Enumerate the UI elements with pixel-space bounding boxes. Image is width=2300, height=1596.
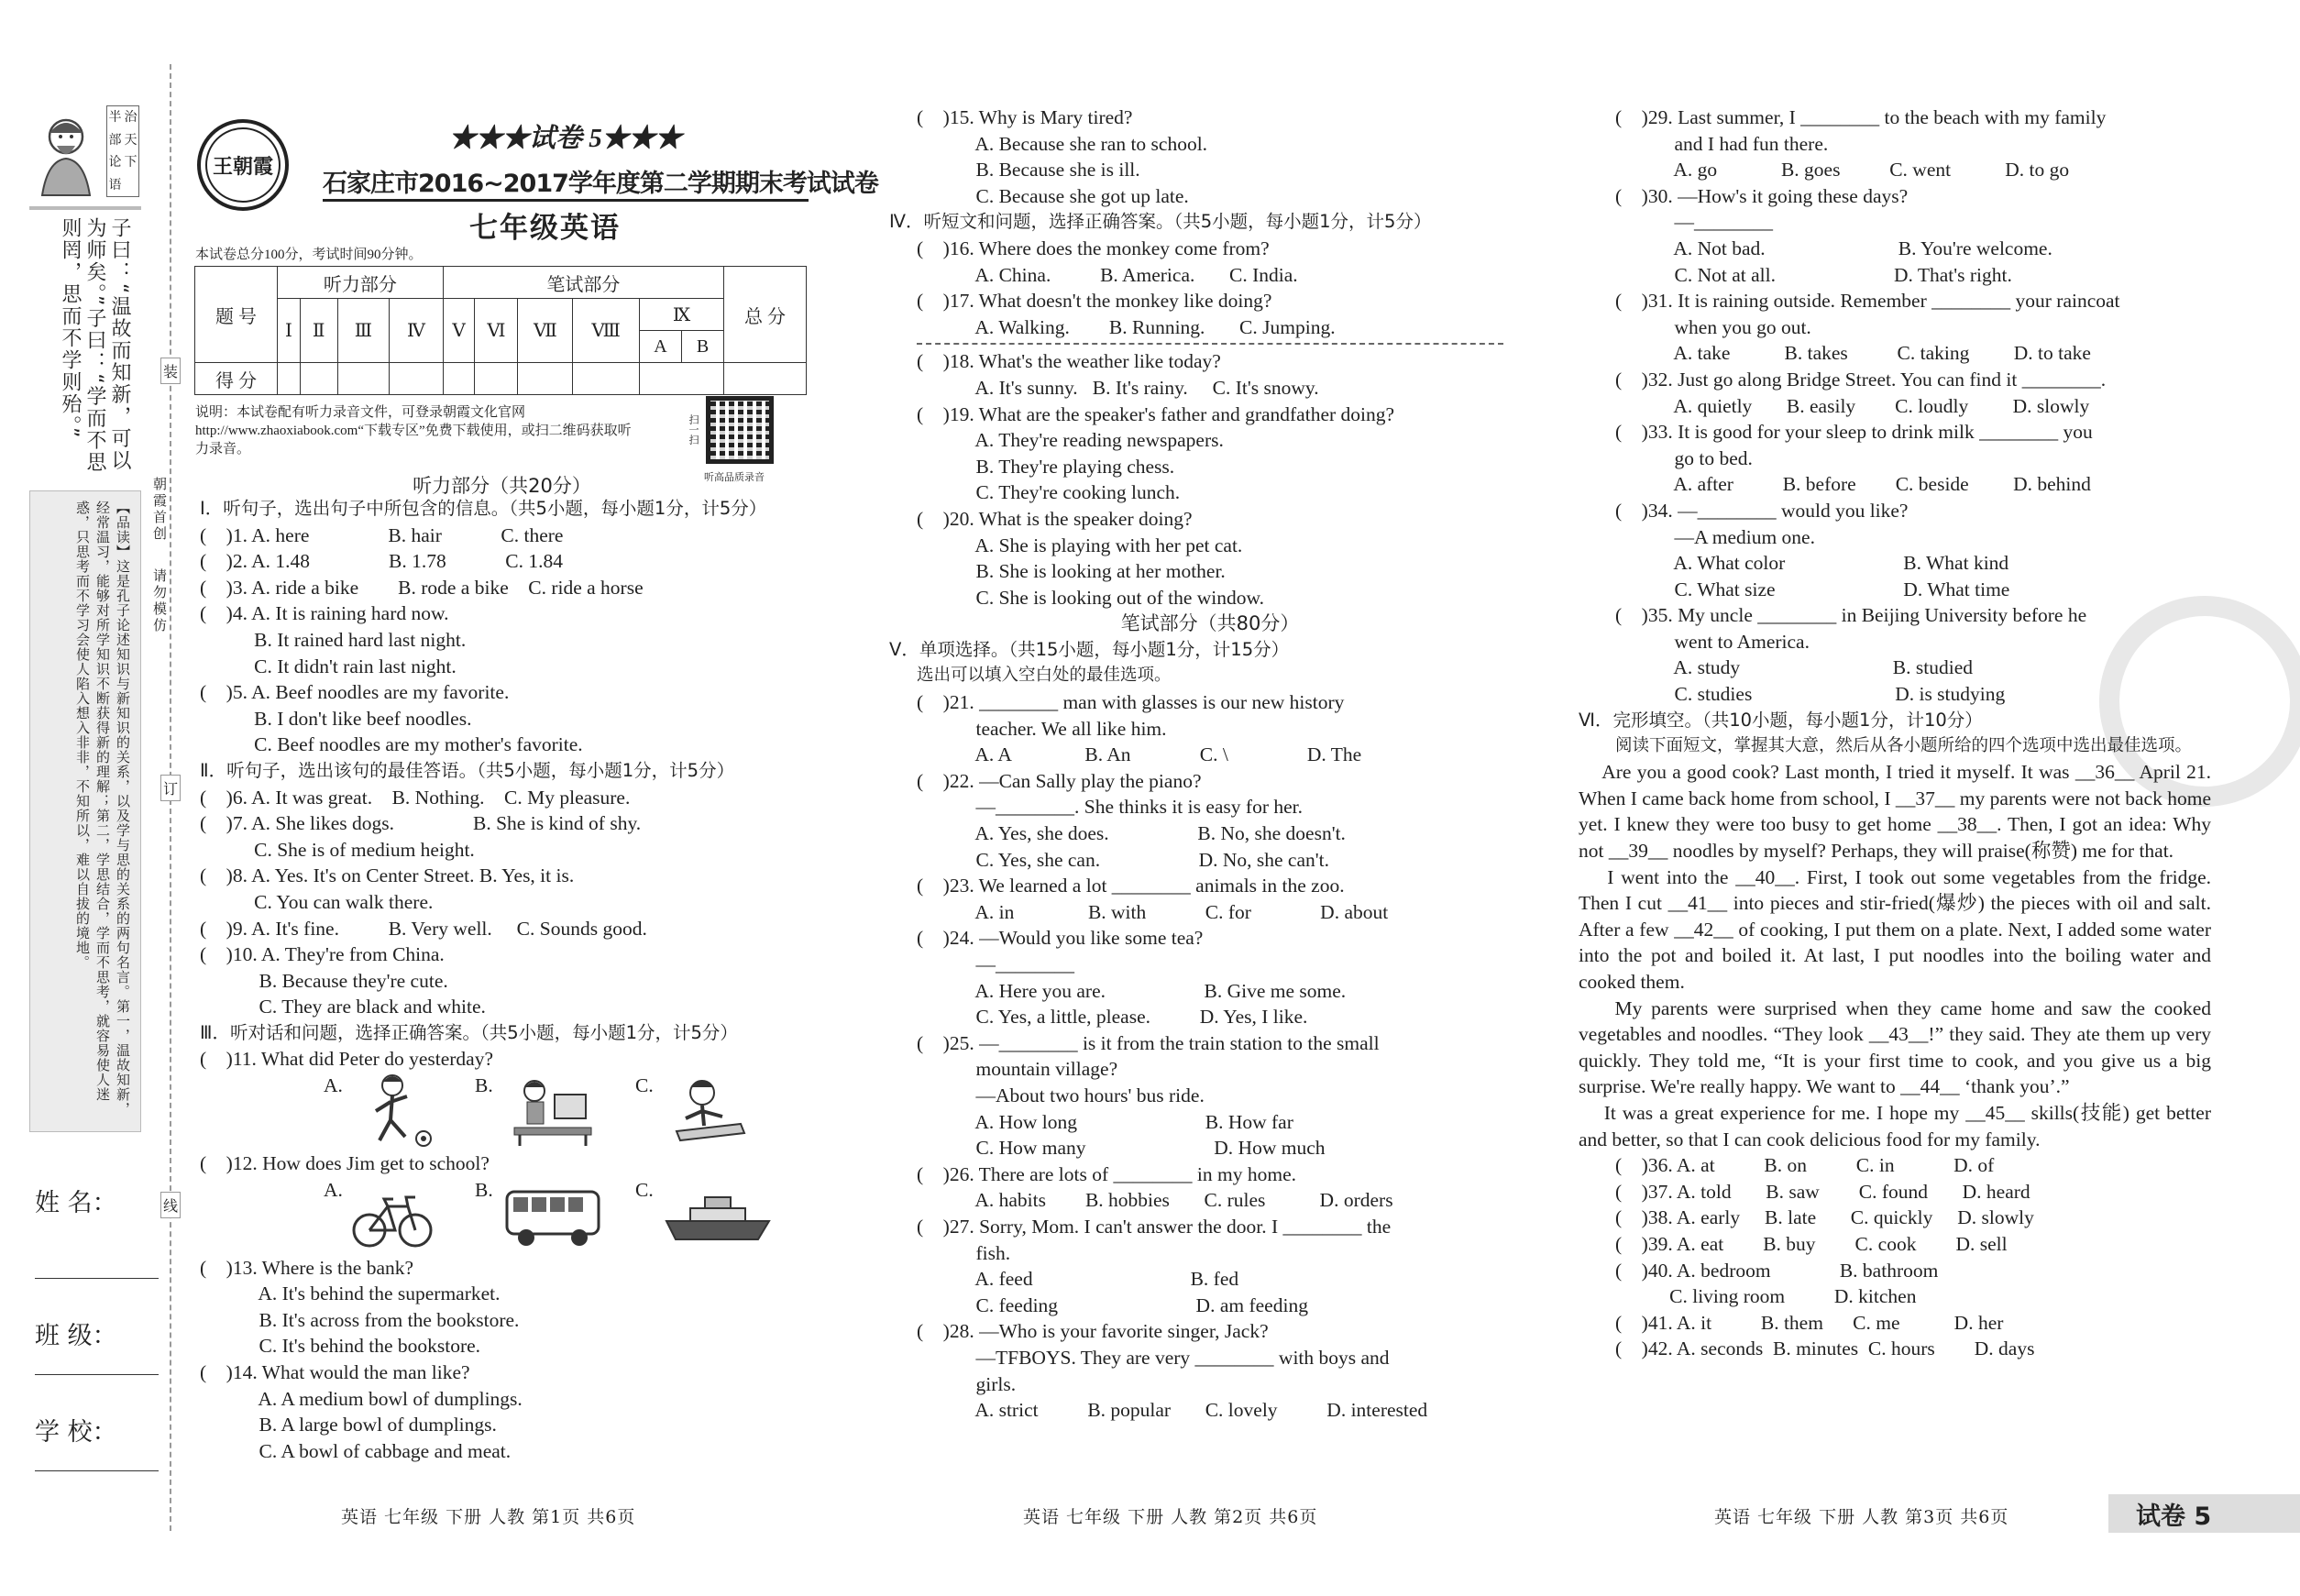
name-label: 姓 名： — [35, 1189, 117, 1217]
question-line: C. They're cooking lunch. — [917, 481, 1181, 504]
answer-line: ( )41. A. it B. them C. me D. her — [1615, 1311, 2004, 1334]
question-line: C. A bowl of cabbage and meat. — [200, 1439, 512, 1462]
question-line: C. It didn't rain last night. — [200, 655, 457, 677]
question-line: ( )5. A. Beef noodles are my favorite. — [200, 681, 510, 704]
confucius-quote: 子曰：“温故而知新，可以为师矣。”子曰：“学而不思则罔，思而不学则殆。” — [29, 206, 141, 481]
question-line: A. Because she ran to school. — [917, 132, 1208, 155]
question-line: ( )1. A. here B. hair C. there — [200, 523, 564, 546]
question-line: C. How many D. How much — [917, 1137, 1326, 1160]
q11-pictures — [200, 1073, 814, 1150]
question-line: ( )29. Last summer, I ________ to the beach with my family — [1615, 106, 2107, 128]
col-header: Ⅷ — [573, 299, 640, 363]
banner-char: 天 — [124, 132, 138, 148]
question-line: ( )6. A. It was great. B. Nothing. C. My pleasure. — [200, 786, 631, 809]
score-cell[interactable] — [300, 363, 337, 395]
question-line: A. after B. before C. beside D. behind — [1615, 473, 2091, 496]
col-header: Ⅴ — [443, 299, 475, 363]
question-line: B. Because they're cute. — [200, 969, 448, 992]
question-line: ( )28. —Who is your favorite singer, Jack? — [917, 1320, 1269, 1343]
question-line: girls. — [917, 1372, 1017, 1395]
question-line: A. A B. An C. \ D. The — [917, 743, 1362, 766]
question-line: ( )32. Just go along Bridge Street. You can find it ________. — [1615, 368, 2107, 391]
exam-title: 石家庄市2016~2017学年度第二学期期末考试试卷 — [323, 163, 809, 202]
score-cell[interactable] — [724, 363, 807, 395]
question-line: B. I don't like beef noodles. — [200, 707, 472, 730]
question-line: ( )16. Where does the monkey come from? — [917, 237, 1270, 259]
question-line: C. She is looking out of the window. — [917, 586, 1265, 609]
question-line: A. quietly B. easily C. loudly D. slowly — [1615, 394, 2090, 417]
question-line: ( )19. What are the speaker's father and grandfather doing? — [917, 402, 1395, 425]
writing-group: 笔试部分 — [443, 267, 723, 299]
exam-info: 本试卷总分100分，考试时间90分钟。 — [195, 248, 423, 262]
score-cell[interactable] — [475, 363, 518, 395]
question-line: —TFBOYS. They are very ________ with boys and — [917, 1346, 1390, 1369]
question-line: ( )22. —Can Sally play the piano? — [917, 769, 1202, 792]
listening-group: 听力部分 — [278, 267, 444, 299]
score-table-header: 题 号 — [195, 267, 278, 363]
question-line: B. She is looking at her mother. — [917, 560, 1226, 583]
question-line: A. Here you are. B. Give me some. — [917, 979, 1347, 1002]
subject-title: 七年级英语 — [469, 212, 621, 245]
cloze-paragraph: It was a great experience for me. I hope my __45__ skills(技能) get better and better, so that I can cook delicious food for my family. — [1579, 1101, 2217, 1150]
col-header: Ⅱ — [300, 299, 337, 363]
question-line: —________ — [1615, 211, 1773, 234]
school-label: 学 校： — [35, 1418, 117, 1447]
question-line: C. Because she got up late. — [917, 184, 1189, 207]
cut-mark: 订 — [160, 775, 181, 801]
page-footer-2: 英语 七年级 下册 人教 第2页 共6页 — [1023, 1507, 1318, 1527]
section-3-title: Ⅲ．听对话和问题，选择正确答案。（共5小题，每小题1分，计5分） — [200, 1021, 738, 1043]
section-6-subtitle: 阅读下面短文，掌握其大意，然后从各小题所给的四个选项中选出最佳选项。 — [1615, 736, 2193, 756]
col-header: Ⅶ — [518, 299, 573, 363]
column-1 — [200, 496, 814, 1464]
cloze-paragraph: Are you a good cook? Last month, I tried it myself. It was __36__ April 21. When I came back home from school, I __37__ my parents were not back home yet. I knew they were too busy to get home __38__. Then, I got an idea: Why not __39__ noodles by myself? Perhaps, they will praise(称赞) me for that. — [1579, 761, 2217, 863]
banner-char: 治 — [124, 110, 138, 125]
writing-title: 笔试部分（共80分） — [1120, 612, 1300, 635]
logo — [197, 119, 289, 211]
question-line: ( )23. We learned a lot ________ animals in the zoo. — [917, 875, 1345, 897]
col-header: Ⅳ — [390, 299, 444, 363]
question-line: A. Walking. B. Running. C. Jumping. — [917, 315, 1336, 338]
option-label: B. — [475, 1178, 493, 1201]
banner-char: 语 — [108, 177, 122, 193]
option-label: B. — [475, 1074, 493, 1097]
ship-icon — [663, 1194, 773, 1244]
banner-char: 论 — [108, 155, 122, 170]
boy-playing-football-icon — [356, 1073, 438, 1148]
question-line: ( )24. —Would you like some tea? — [917, 927, 1204, 950]
q12-pictures — [200, 1177, 814, 1255]
question-line: A. China. B. America. C. India. — [917, 263, 1298, 286]
question-line: ( )21. ________ man with glasses is our new history — [917, 691, 1345, 714]
question-line: —A medium one. — [1615, 525, 1815, 548]
answer-line: ( )40. A. bedroom B. bathroom — [1615, 1259, 1939, 1282]
score-row-label: 得 分 — [195, 363, 278, 395]
boy-using-computer-icon — [507, 1073, 594, 1148]
cloze-paragraph: I went into the __40__. First, I took out some vegetables from the fridge. Then I cut __41__ into pieces and stir-fried(爆炒) the pieces with oil and salt. After a few __42__ of cooking, I put them on a plate. Next, I added some water into the pot and boiled it. At last, I put noodles into the boiling water and cooked them. — [1579, 865, 2217, 993]
question-line: C. You can walk there. — [200, 890, 434, 913]
question-line: ( )3. A. ride a bike B. rode a bike C. ride a horse — [200, 576, 644, 599]
dashed-separator — [917, 343, 1503, 345]
score-cell[interactable] — [390, 363, 444, 395]
listening-title: 听力部分（共20分） — [413, 475, 591, 497]
question-line: teacher. We all like him. — [917, 717, 1167, 740]
section-2-title: Ⅱ．听句子，选出该句的最佳答语。（共5小题，每小题1分，计5分） — [200, 759, 735, 781]
question-line: C. It's behind the bookstore. — [200, 1335, 481, 1358]
option-label: A. — [324, 1178, 343, 1201]
confucius-illustration-icon — [29, 105, 105, 197]
question-line: and I had fun there. — [1615, 132, 1829, 155]
question-line: ( )31. It is raining outside. Remember ________ your raincoat — [1615, 290, 2120, 313]
option-label: A. — [324, 1074, 343, 1097]
question-line: A. study B. studied — [1615, 656, 1974, 679]
question-line: C. studies D. is studying — [1615, 683, 2006, 706]
total-header: 总 分 — [724, 267, 807, 363]
score-cell[interactable] — [443, 363, 475, 395]
qr-caption: 听高品质录音 — [704, 472, 765, 483]
question-line: A. Not bad. B. You're welcome. — [1615, 237, 2052, 259]
score-cell[interactable] — [278, 363, 301, 395]
banner-char: 下 — [124, 155, 138, 170]
banner-char: 部 — [108, 132, 122, 148]
question-line: ( )12. How does Jim get to school? — [200, 1152, 490, 1175]
question-line: ( )8. A. Yes. It's on Center Street. B. Yes, it is. — [200, 864, 575, 887]
section-5-title: Ⅴ．单项选择。（共15小题，每小题1分，计15分） — [889, 638, 1290, 660]
question-line: C. feeding D. am feeding — [917, 1293, 1308, 1316]
score-cell[interactable] — [573, 363, 640, 395]
student-info-fields — [35, 1183, 159, 1471]
score-cell[interactable] — [337, 363, 390, 395]
cut-mark: 线 — [160, 1192, 181, 1218]
question-line: ( )14. What would the man like? — [200, 1361, 470, 1384]
col-header: Ⅵ — [475, 299, 518, 363]
question-line: ( )18. What's the weather like today? — [917, 350, 1221, 373]
logo-text: 王朝霞 — [205, 127, 281, 203]
question-line: C. Yes, she can. D. No, she can't. — [917, 848, 1329, 871]
answer-line: ( )36. A. at B. on C. in D. of — [1615, 1154, 1995, 1177]
page-footer-1: 英语 七年级 下册 人教 第1页 共6页 — [341, 1507, 636, 1527]
section-6-title: Ⅵ．完形填空。（共10小题，每小题1分，计10分） — [1579, 709, 1983, 731]
answer-line: ( )37. A. told B. saw C. found D. heard — [1615, 1180, 2030, 1203]
col9-label: Ⅸ — [640, 300, 723, 331]
question-line: A. Yes, she does. B. No, she doesn't. — [917, 822, 1346, 845]
bicycle-icon — [351, 1186, 434, 1250]
col9-header — [640, 299, 724, 363]
question-line: —________. She thinks it is easy for her. — [917, 796, 1304, 819]
question-line: C. Yes, a little, please. D. Yes, I like. — [917, 1006, 1308, 1029]
col9-sub: A — [640, 331, 682, 362]
question-line: ( )35. My uncle ________ in Beijing University before he — [1615, 604, 2087, 627]
name-field[interactable] — [35, 1183, 159, 1279]
sidebar — [29, 105, 141, 1132]
question-line: C. Not at all. D. That's right. — [1615, 263, 2012, 286]
answer-line: C. living room D. kitchen — [1615, 1285, 1917, 1308]
question-line: A. take B. takes C. taking D. to take — [1615, 342, 2091, 365]
question-line: ( )30. —How's it going these days? — [1615, 184, 1909, 207]
col9-sub: B — [696, 336, 710, 357]
question-line: B. It's across from the bookstore. — [200, 1308, 520, 1331]
scan-label: 扫一扫 — [688, 414, 699, 445]
question-line: ( )33. It is good for your sleep to drink milk ________ you — [1615, 421, 2093, 444]
question-line: C. What size D. What time — [1615, 578, 2010, 600]
question-line: ( )9. A. It's fine. B. Very well. C. Sounds good. — [200, 917, 647, 940]
question-line: B. They're playing chess. — [917, 455, 1175, 478]
question-line: ( )13. Where is the bank? — [200, 1256, 414, 1279]
question-line: A. A medium bowl of dumplings. — [200, 1387, 523, 1410]
question-line: ( )34. —________ would you like? — [1615, 499, 1909, 522]
question-line: A. What color B. What kind — [1615, 552, 2009, 575]
answer-line: ( )38. A. early B. late C. quickly D. slowly — [1615, 1206, 2034, 1229]
question-line: ( )26. There are lots of ________ in my home. — [917, 1162, 1296, 1185]
boy-doing-homework-icon — [667, 1073, 750, 1148]
score-cell[interactable] — [640, 363, 724, 395]
option-label: C. — [635, 1074, 654, 1097]
question-line: when you go out. — [1615, 315, 1811, 338]
column-3 — [1579, 105, 2217, 1362]
question-line: ( )7. A. She likes dogs. B. She is kind of shy. — [200, 812, 642, 835]
class-label: 班 级： — [35, 1322, 117, 1350]
question-line: C. She is of medium height. — [200, 838, 475, 861]
section-1-title: Ⅰ．听句子，选出句子中所包含的信息。（共5小题，每小题1分，计5分） — [200, 498, 767, 519]
cloze-paragraph: My parents were surprised when they came home and saw the cooked vegetables and noodles. “They look __43__!” they said. They ate them up very quickly. They told me, “It is your first time to cook, and you give us a big surprise. We're really happy. We want to __44__ ‘thank you’.” — [1579, 996, 2217, 1098]
question-line: ( )17. What doesn't the monkey like doing? — [917, 290, 1272, 313]
class-field[interactable] — [35, 1279, 159, 1375]
option-label: C. — [635, 1178, 654, 1201]
question-line: —________ — [917, 953, 1074, 975]
question-line: go to bed. — [1615, 446, 1753, 469]
question-line: B. A large bowl of dumplings. — [200, 1414, 497, 1436]
confucius-banner — [29, 105, 141, 197]
cut-mark: 装 — [160, 358, 181, 384]
answer-line: ( )42. A. seconds B. minutes C. hours D. days — [1615, 1337, 2035, 1360]
question-line: A. They're reading newspapers. — [917, 429, 1224, 452]
col-header: Ⅰ — [278, 299, 301, 363]
column-2 — [889, 105, 1503, 1424]
banner-char: 半 — [108, 110, 122, 125]
question-line: ( )4. A. It is raining hard now. — [200, 602, 449, 625]
copyright-note: 朝霞首创 — [151, 477, 168, 543]
question-line: B. It rained hard last night. — [200, 628, 467, 651]
school-field[interactable] — [35, 1375, 159, 1471]
question-line: A. How long B. How far — [917, 1110, 1293, 1133]
question-line: A. It's behind the supermarket. — [200, 1282, 501, 1305]
question-line: C. Beef noodles are my mother's favorite. — [200, 733, 583, 756]
bus-icon — [502, 1184, 603, 1249]
question-line: —About two hours' bus ride. — [917, 1084, 1205, 1106]
question-line: C. They are black and white. — [200, 996, 486, 1018]
question-line: A. habits B. hobbies C. rules D. orders — [917, 1189, 1393, 1212]
question-line: ( )25. —________ is it from the train station to the small — [917, 1031, 1380, 1054]
question-line: fish. — [917, 1241, 1011, 1264]
qr-code[interactable] — [706, 396, 774, 464]
question-line: A. strict B. popular C. lovely D. interested — [917, 1399, 1428, 1422]
score-cell[interactable] — [518, 363, 573, 395]
question-line: ( )2. A. 1.48 B. 1.78 C. 1.84 — [200, 550, 563, 573]
col-header: Ⅲ — [337, 299, 390, 363]
section-5-subtitle: 选出可以填入空白处的最佳选项。 — [917, 666, 1172, 686]
question-line: A. in B. with C. for D. about — [917, 900, 1389, 923]
question-line: A. It's sunny. B. It's rainy. C. It's snowy. — [917, 376, 1319, 399]
section-4-title: Ⅳ．听短文和问题，选择正确答案。（共5小题，每小题1分，计5分） — [889, 211, 1432, 233]
reading-note: 【品读】这是孔子论述知识与新知识的关系，以及学与思的关系的两句名言。第一，温故知新，经常温习，能够对所学知识不断获得新的理解；第二，学思结合，学而不思考，就容易使人迷惑，只思考而不学习会使人陷入想入非非，不知所以，难以自拔的境地。 — [29, 490, 141, 1132]
question-line: ( )15. Why is Mary tired? — [917, 106, 1133, 128]
question-line: ( )10. A. They're from China. — [200, 943, 445, 966]
question-line: mountain village? — [917, 1058, 1118, 1081]
question-line: ( )27. Sorry, Mom. I can't answer the door. I ________ the — [917, 1215, 1392, 1238]
score-table — [194, 266, 807, 395]
question-line: A. She is playing with her pet cat. — [917, 534, 1243, 556]
answer-line: ( )39. A. eat B. buy C. cook D. sell — [1615, 1232, 2008, 1255]
paper-badge — [2108, 1494, 2300, 1533]
question-line: A. go B. goes C. went D. to go — [1615, 159, 2070, 182]
star-title: ★★★试卷 5★★★ — [449, 124, 682, 153]
paper-badge-label: 试卷 5 — [2136, 1502, 2212, 1531]
download-note: 说明：本试卷配有听力录音文件，可登录朝霞文化官网http://www.zhaoxiabook.com“下载专区”免费下载使用，或扫二维码获取听力录音。 — [195, 405, 632, 457]
question-line: B. Because she is ill. — [917, 159, 1140, 182]
question-line: ( )20. What is the speaker doing? — [917, 507, 1193, 530]
question-line: went to America. — [1615, 630, 1810, 653]
copyright-note: 请勿模仿 — [151, 568, 168, 634]
question-line: ( )11. What did Peter do yesterday? — [200, 1048, 494, 1071]
page-footer-3: 英语 七年级 下册 人教 第3页 共6页 — [1714, 1507, 2009, 1527]
question-line: A. feed B. fed — [917, 1268, 1239, 1291]
